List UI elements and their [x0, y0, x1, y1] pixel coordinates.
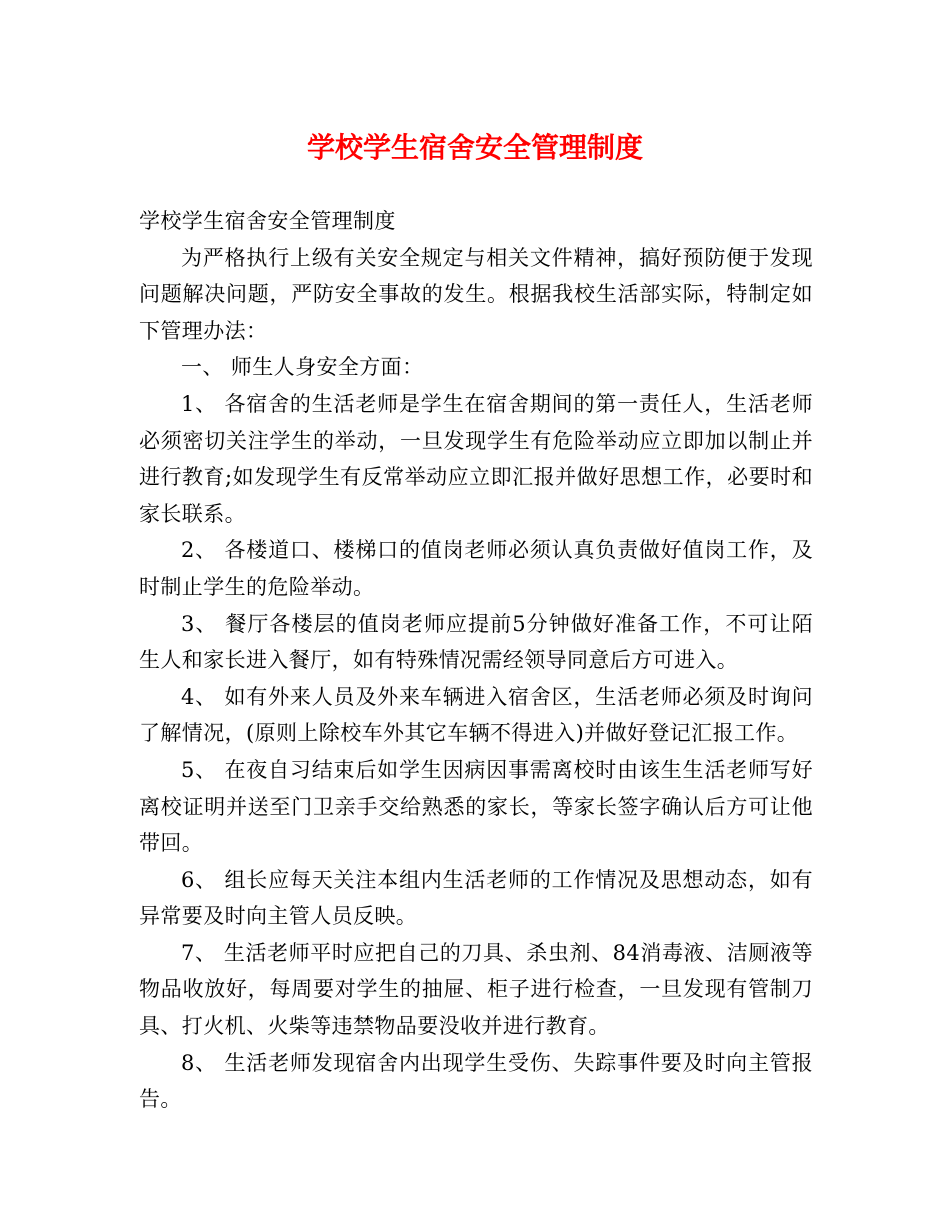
document-title: 学校学生宿舍安全管理制度 — [306, 131, 643, 164]
paragraph-item-6: 6、 组长应每天关注本组内生活老师的工作情况及思想动态，如有异常要及时向主管人员反映。 — [139, 867, 813, 929]
paragraph-item-7: 7、 生活老师平时应把自己的刀具、杀虫剂、84消毒液、洁厕液等物品收放好，每周要对学生的抽屉、柜子进行检查，一旦发现有管制刀具、打火机、火柴等违禁物品要没收并进行教育。 — [139, 940, 813, 1039]
paragraph-item-3: 3、 餐厅各楼层的值岗老师应提前5分钟做好准备工作，不可让陌生人和家长进入餐厅，如有特殊情况需经领导同意后方可进入。 — [139, 611, 813, 673]
document-body — [139, 203, 813, 1118]
paragraph-item-4: 4、 如有外来人员及外来车辆进入宿舍区，生活老师必须及时询问了解情况，(原则上除校车外其它车辆不得进入)并做好登记汇报工作。 — [139, 684, 813, 746]
paragraph-item-2: 2、 各楼道口、楼梯口的值岗老师必须认真负责做好值岗工作，及时制止学生的危险举动。 — [139, 538, 813, 599]
paragraph-item-5: 5、 在夜自习结束后如学生因病因事需离校时由该生生活老师写好离校证明并送至门卫亲手交给熟悉的家长，等家长签字确认后方可让他带回。 — [139, 757, 813, 856]
paragraph-item-8: 8、 生活老师发现宿舍内出现学生受伤、失踪事件要及时向主管报告。 — [139, 1050, 813, 1112]
paragraph-item-1: 1、 各宿舍的生活老师是学生在宿舍期间的第一责任人，生活老师必须密切关注学生的举动，一旦发现学生有危险举动应立即加以制止并进行教育;如发现学生有反常举动应立即汇报并做好思想工作，必要时和家长联系。 — [139, 391, 813, 526]
section-heading-personal-safety: 一、 师生人身安全方面： — [181, 355, 424, 380]
paragraph-intro: 为严格执行上级有关安全规定与相关文件精神，搞好预防便于发现问题解决问题，严防安全事故的发生。根据我校生活部实际，特制定如下管理办法： — [139, 245, 813, 343]
document-subtitle: 学校学生宿舍安全管理制度 — [139, 209, 396, 233]
